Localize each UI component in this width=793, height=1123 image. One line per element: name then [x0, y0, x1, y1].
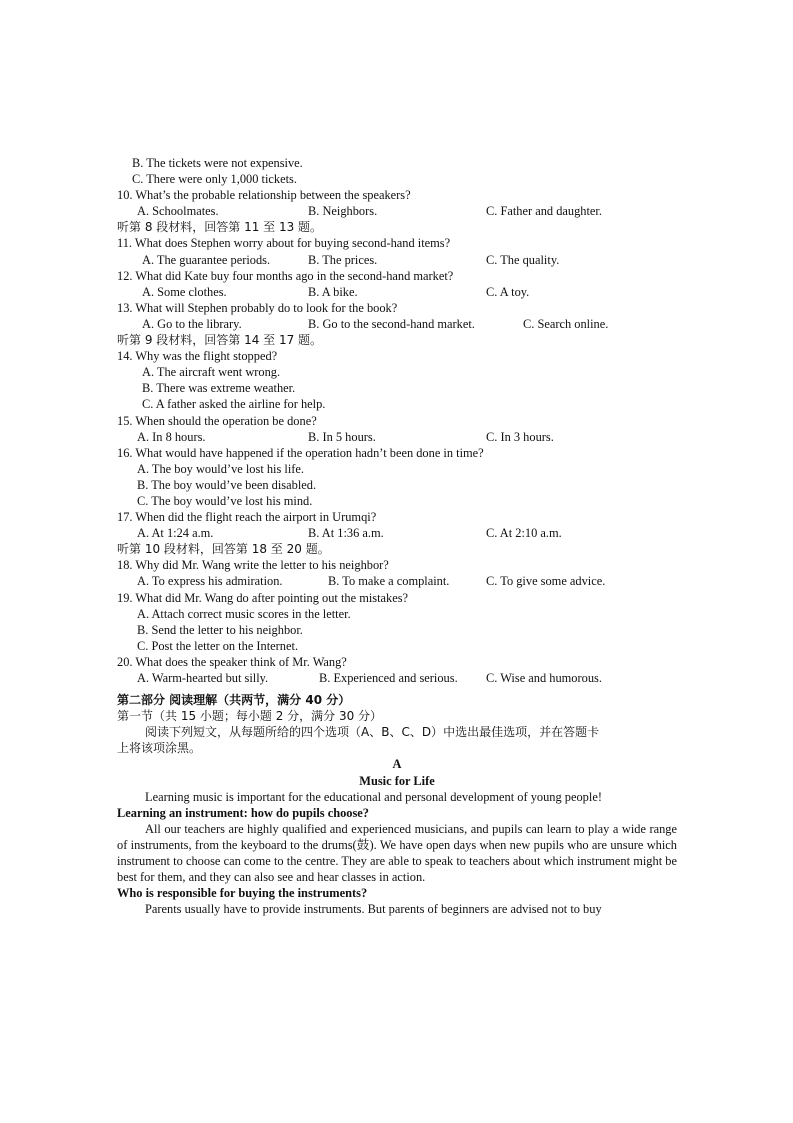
- q10-option-c: C. Father and daughter.: [486, 204, 602, 219]
- q11-options: [117, 252, 677, 268]
- q11-option-b: B. The prices.: [308, 252, 378, 267]
- q15-options: [117, 429, 677, 445]
- q10-options: [117, 203, 677, 219]
- q15-option-b: B. In 5 hours.: [308, 429, 376, 444]
- passage-letter: A: [392, 757, 402, 772]
- q16-option-a: A. The boy would’ve lost his life.: [137, 461, 305, 476]
- exam-content: [117, 155, 677, 917]
- question-17: 17. When did the flight reach the airport in Urumqi?: [117, 510, 377, 525]
- passage-heading-2: Who is responsible for buying the instruments?: [117, 886, 368, 901]
- q12-options: [117, 284, 677, 300]
- section-one-title: 第一节（共 15 小题；每小题 2 分，满分 30 分）: [117, 709, 383, 724]
- q14-option-a: A. The aircraft went wrong.: [142, 365, 281, 380]
- q14-option-c: C. A father asked the airline for help.: [142, 397, 326, 412]
- question-18: 18. Why did Mr. Wang write the letter to his neighbor?: [117, 558, 389, 573]
- q15-option-a: A. In 8 hours.: [137, 429, 206, 444]
- instruction-line-1: 阅读下列短文，从每题所给的四个选项（A、B、C、D）中选出最佳选项，并在答题卡: [145, 725, 600, 740]
- question-20: 20. What does the speaker think of Mr. Wang?: [117, 654, 347, 669]
- section-8-heading: 听第 8 段材料，回答第 11 至 13 题。: [117, 220, 323, 235]
- q9-option-c: C. There were only 1,000 tickets.: [132, 172, 297, 187]
- q18-option-c: C. To give some advice.: [486, 574, 606, 589]
- q10-option-b: B. Neighbors.: [308, 204, 378, 219]
- part-two-title: 第二部分 阅读理解（共两节，满分 40 分）: [117, 693, 351, 708]
- q13-option-a: A. Go to the library.: [142, 316, 242, 331]
- question-15: 15. When should the operation be done?: [117, 413, 317, 428]
- q11-option-a: A. The guarantee periods.: [142, 252, 271, 267]
- section-9-heading: 听第 9 段材料，回答第 14 至 17 题。: [117, 333, 323, 348]
- passage-title: Music for Life: [359, 773, 435, 788]
- passage-paragraph-1: All our teachers are highly qualified and experienced musicians, and pupils can learn to play a wide range of instruments, from the keyboard to the drums(鼓). We have open days when new pupils who are unsure which instrument to choose can come to the centre. They are able to speak to teachers about which instrument might be best for them, and they can also see and hear classes in action.: [117, 821, 677, 885]
- q20-option-b: B. Experienced and serious.: [319, 671, 458, 685]
- q12-option-b: B. A bike.: [308, 284, 358, 299]
- question-10: 10. What’s the probable relationship between the speakers?: [117, 188, 411, 203]
- q17-option-c: C. At 2:10 a.m.: [486, 526, 562, 541]
- q20-option-c: C. Wise and humorous.: [486, 671, 602, 685]
- q10-option-a: A. Schoolmates.: [137, 204, 219, 219]
- q14-option-b: B. There was extreme weather.: [142, 381, 296, 396]
- q18-options: [117, 573, 677, 589]
- q19-option-c: C. Post the letter on the Internet.: [137, 638, 299, 653]
- question-11: 11. What does Stephen worry about for buying second-hand items?: [117, 236, 451, 251]
- section-10-heading: 听第 10 段材料，回答第 18 至 20 题。: [117, 542, 330, 557]
- q18-option-a: A. To express his admiration.: [137, 574, 283, 589]
- passage-paragraph-2: Parents usually have to provide instruments. But parents of beginners are advised not to buy: [145, 902, 602, 917]
- q17-option-a: A. At 1:24 a.m.: [137, 526, 214, 541]
- q12-option-c: C. A toy.: [486, 284, 530, 299]
- question-19: 19. What did Mr. Wang do after pointing out the mistakes?: [117, 590, 409, 605]
- q9-option-b: B. The tickets were not expensive.: [132, 156, 303, 170]
- passage-heading-1: Learning an instrument: how do pupils choose?: [117, 805, 369, 820]
- question-14: 14. Why was the flight stopped?: [117, 349, 278, 364]
- q13-options: [117, 316, 677, 332]
- q20-option-a: A. Warm-hearted but silly.: [137, 671, 269, 685]
- q11-option-c: C. The quality.: [486, 252, 560, 267]
- q13-option-c: C. Search online.: [523, 316, 609, 331]
- q15-option-c: C. In 3 hours.: [486, 429, 554, 444]
- question-12: 12. What did Kate buy four months ago in the second-hand market?: [117, 268, 454, 283]
- instruction-line-2: 上将该项涂黑。: [117, 741, 202, 756]
- q12-option-a: A. Some clothes.: [142, 284, 227, 299]
- q13-option-b: B. Go to the second-hand market.: [308, 316, 475, 331]
- question-16: 16. What would have happened if the operation hadn’t been done in time?: [117, 445, 484, 460]
- q19-option-a: A. Attach correct music scores in the letter.: [137, 606, 351, 621]
- q16-option-b: B. The boy would’ve been disabled.: [137, 477, 317, 492]
- q20-options: [117, 670, 677, 686]
- q18-option-b: B. To make a complaint.: [328, 574, 450, 589]
- passage-intro: Learning music is important for the educational and personal development of young people!: [145, 789, 602, 804]
- q17-options: [117, 525, 677, 541]
- q16-option-c: C. The boy would’ve lost his mind.: [137, 493, 313, 508]
- q17-option-b: B. At 1:36 a.m.: [308, 526, 384, 541]
- q19-option-b: B. Send the letter to his neighbor.: [137, 622, 303, 637]
- question-13: 13. What will Stephen probably do to look for the book?: [117, 300, 398, 315]
